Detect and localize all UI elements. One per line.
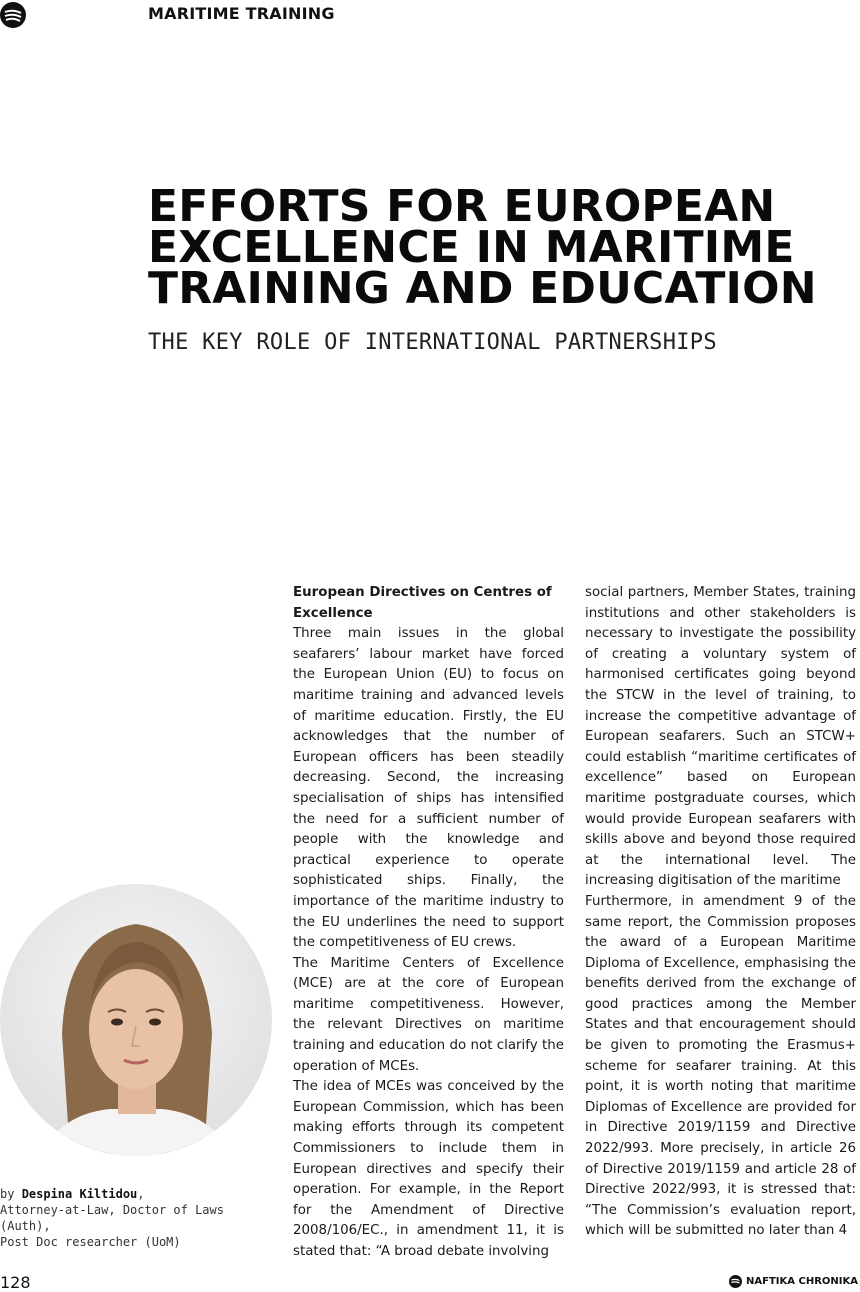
chronika-logo-icon [0,2,26,28]
byline-prefix: by [0,1187,22,1201]
section-heading: European Directives on Centres of Excellence [293,585,552,621]
brand-logo-icon [729,1275,742,1288]
paragraph: Three main issues in the global seafarers’ labour market have forced the European Union (EU) to focus on maritime training and advanced levels of maritime education. Firstly, the EU acknowledges that the number of European officers has been steadily decreasing. Second, the increasing specialisation of ships has intensified the need for a sufficient number of people with the knowledge and practical experience to operate sophisticated ships. Finally, the importance of the maritime industry to the EU underlines the need to support the competitiveness of EU crews. [293,626,564,951]
author-credentials: Attorney-at-Law, Doctor of Laws (Auth), [0,1203,224,1233]
section-label: MARITIME TRAINING [148,4,335,23]
title-line: EXCELLENCE IN MARITIME [148,222,795,273]
article-title [148,181,860,314]
article-subtitle: THE KEY ROLE OF INTERNATIONAL PARTNERSHIPS [148,330,717,355]
author-name: Despina Kiltidou [21,1187,138,1201]
byline-sep: , [137,1187,145,1201]
title-line: TRAINING AND EDUCATION [148,263,817,314]
footer-brand [729,1275,858,1288]
title-line: EFFORTS FOR EUROPEAN [148,181,776,232]
paragraph: The idea of MCEs was conceived by the European Commission, which has been making efforts through its competent Commissioners to include them in European directives and specify their operation. For example, in the Report for the Amendment of Directive 2008/106/EC., in amendment 11, it is stated that: “A broad debate involving [293,1079,564,1259]
page-number: 128 [0,1273,31,1292]
paragraph: The Maritime Centers of Excellence (MCE) are at the core of European maritime competitiveness. However, the relevant Directives on maritime training and education do not clarify the operation of MCEs. [293,955,564,1074]
text-column-2 [585,583,856,1242]
author-affiliation: Post Doc researcher (UoM) [0,1235,181,1249]
text-column-1 [293,583,564,1263]
paragraph: Furthermore, in amendment 9 of the same report, the Commission proposes the award of a European Maritime Diploma of Excellence, emphasising the benefits derived from the exchange of good practices among the Member States and that encouragement should be given to promoting the Erasmus+ scheme for seafarer training. At this point, it is worth noting that maritime Diplomas of Excellence are provided for in Directive 2019/1159 and Directive 2022/993. More precisely, in article 26 of Directive 2019/1159 and article 28 of Directive 2022/993, it is stressed that: “The Commission’s evaluation report, which will be submitted no later than 4 [585,893,856,1239]
author-portrait [0,884,272,1156]
brand-name: NAFTIKA CHRONIKA [746,1276,858,1287]
author-byline [0,1186,280,1250]
paragraph: social partners, Member States, training institutions and other stakeholders is necessary to investigate the possibility of creating a voluntary system of harmonised certificates going beyond the STCW in the level of training, to increase the competitive advantage of European seafarers. Such an STCW+ could establish “maritime certificates of excellence” based on European maritime postgraduate courses, which would provide European seafarers with skills above and beyond those required at the international level. The increasing digitisation of the maritime [585,585,856,889]
